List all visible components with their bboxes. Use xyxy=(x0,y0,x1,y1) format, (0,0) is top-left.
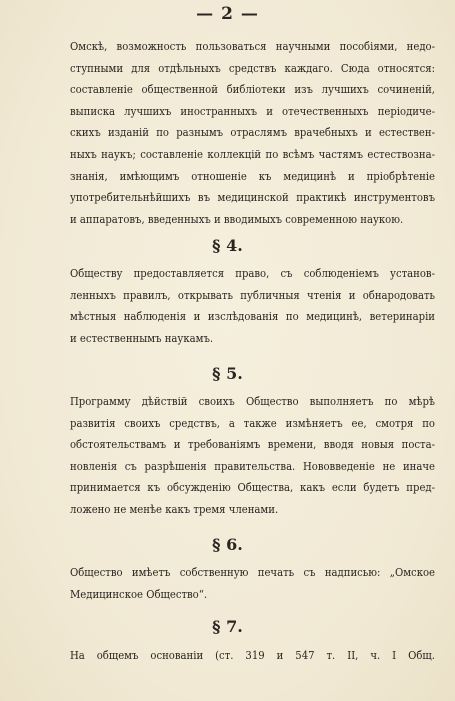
section-7-paragraph xyxy=(70,645,435,667)
text-line: развитія своихъ средствъ, а также измѣняетъ ее, смотря по xyxy=(70,416,435,430)
page-number: — 2 — xyxy=(196,4,259,24)
section-5-heading: § 5. xyxy=(212,364,243,383)
text-line: выписка лучшихъ иностранныхъ и отечественныхъ періодиче- xyxy=(70,104,435,118)
section-4-paragraph xyxy=(70,263,435,349)
text-line: ленныхъ правилъ, открывать публичныя чтенія и обнародовать xyxy=(70,288,435,302)
text-line: и естественнымъ наукамъ. xyxy=(70,331,214,345)
text-line: знанія, имѣющимъ отношеніе къ медицинѣ и пріобрѣтеніе xyxy=(70,169,435,183)
text-line: составленіе общественной библіотеки изъ лучшихъ сочиненій, xyxy=(70,83,435,97)
text-line: Общество имѣетъ собственную печать съ надписью: „Омское xyxy=(70,566,435,579)
text-line: обстоятельствамъ и требованіямъ времени, вводя новыя поста- xyxy=(70,438,435,452)
text-line: ложено не менѣе какъ тремя членами. xyxy=(70,502,279,516)
section-6-heading: § 6. xyxy=(212,535,243,554)
text-line: Медицинское Общество“. xyxy=(70,587,208,601)
text-line: скихъ изданій по разнымъ отраслямъ врачебныхъ и естествен- xyxy=(70,126,435,140)
text-line: ныхъ наукъ; составленіе коллекцій по всѣмъ частямъ естествозна- xyxy=(70,147,435,161)
intro-paragraph xyxy=(70,36,435,230)
text-line: Обществу предоставляется право, съ соблюденіемъ установ- xyxy=(70,267,435,280)
text-line: Программу дѣйствій своихъ Общество выполняетъ по мѣрѣ xyxy=(70,395,435,408)
text-line: принимается къ обсужденію Общества, какъ если будетъ пред- xyxy=(70,481,435,495)
section-5-paragraph xyxy=(70,391,435,521)
text-line: Омскѣ, возможность пользоваться научными пособіями, недо- xyxy=(70,40,435,53)
text-line: употребительнѣйшихъ въ медицинской практикѣ инструментовъ xyxy=(70,191,435,205)
section-7-heading: § 7. xyxy=(212,617,243,636)
section-6-paragraph xyxy=(70,562,435,605)
text-line: ступными для отдѣльныхъ средствъ каждаго. Сюда относятся: xyxy=(70,61,435,75)
text-line: и аппаратовъ, введенныхъ и вводимыхъ современною наукою. xyxy=(70,212,404,226)
text-line: мѣстныя наблюденія и изслѣдованія по медицинѣ, ветеринаріи xyxy=(70,310,435,324)
text-line: На общемъ основаніи (ст. 319 и 547 т. II, ч. I Общ. xyxy=(70,649,435,662)
text-line: новленія съ разрѣшенія правительства. Нововведеніе не иначе xyxy=(70,459,435,473)
section-4-heading: § 4. xyxy=(212,236,243,255)
